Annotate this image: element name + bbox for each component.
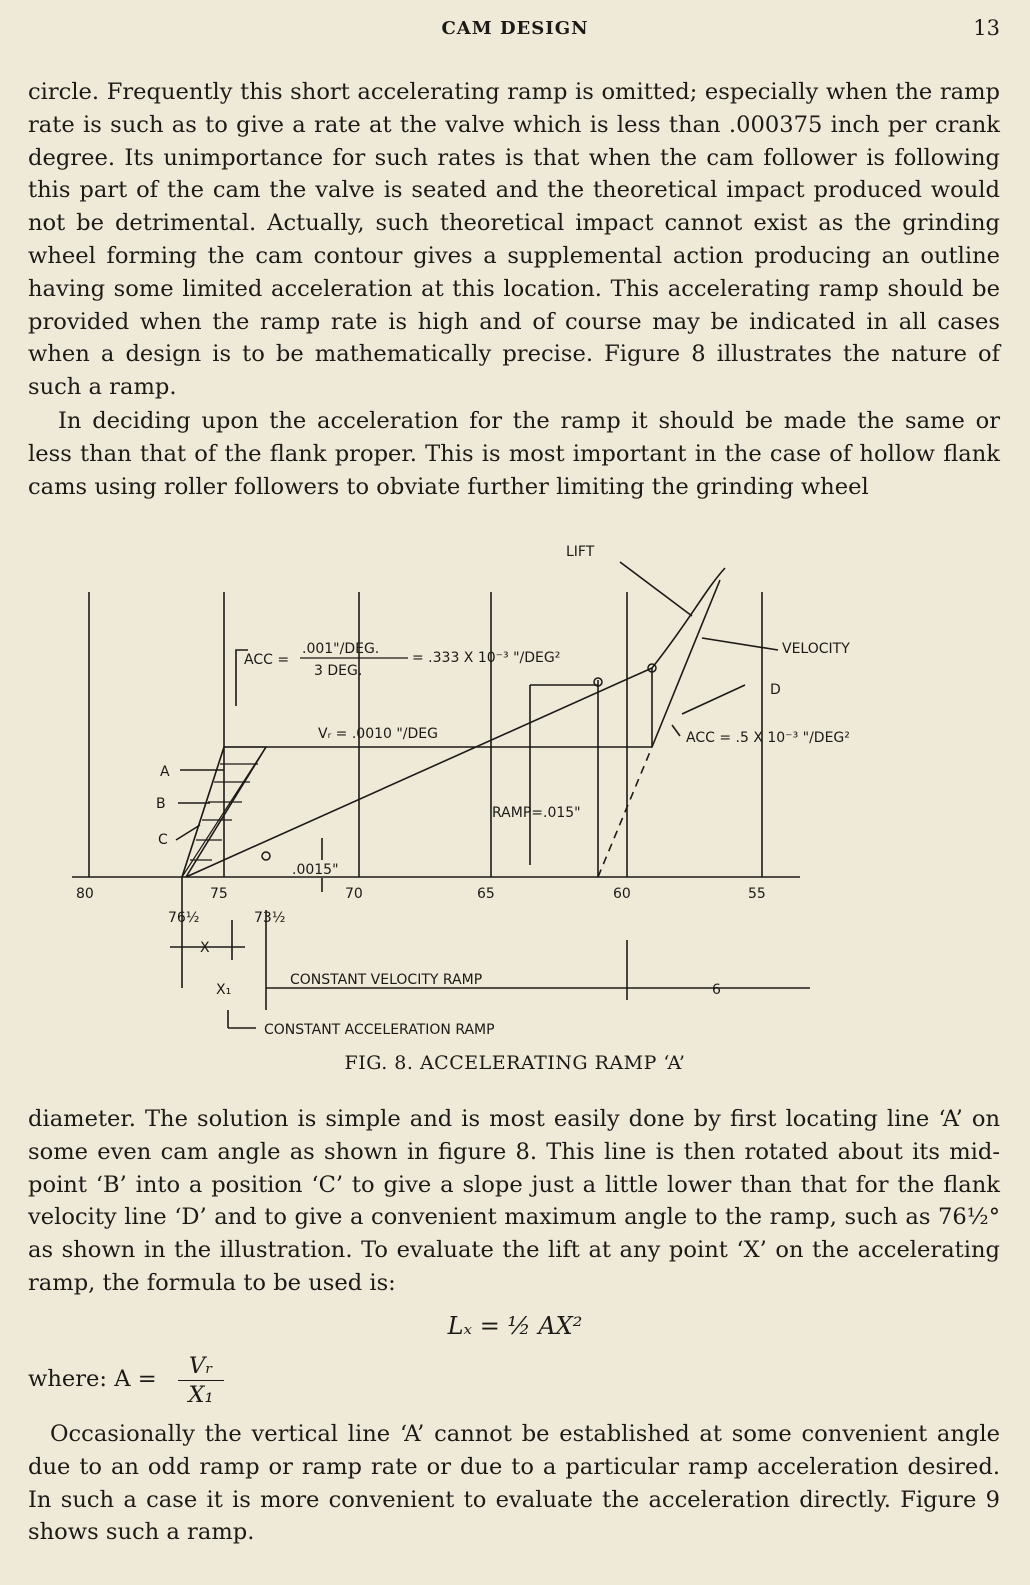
fraction-denominator: X₁ bbox=[188, 1382, 214, 1408]
label-vr: Vᵣ = .0010 "/DEG bbox=[318, 726, 438, 742]
label-acc-top-result: = .333 X 10⁻³ "/DEG² bbox=[412, 650, 561, 666]
label-six: 6 bbox=[712, 982, 721, 998]
velocity-line-d bbox=[186, 668, 652, 877]
d-leader bbox=[682, 685, 745, 714]
paragraph-1: circle. Frequently this short accelerating ramp is omitted; especially when the ramp rate is such as to give a rate at the valve which is less than .000375 inch per crank degree. Its unimportance for such rates is that when the cam follower is following this part of the cam the valve is seated and the theoretical impact produced would not be detrimental. Actually, such theoretical impact cannot exist as the grinding wheel forming the cam contour gives a supplemental action producing an outline having some limited acceleration at this location. This accelerating ramp should be provided when the ramp rate is high and of course may be indicated in all cases when a design is to be mathematically precise. Figure 8 illustrates the nature of such a ramp. bbox=[28, 79, 1000, 401]
label-acc-top-num: .001"/DEG. bbox=[302, 641, 380, 657]
label-acc-top: ACC = bbox=[244, 652, 290, 668]
tick-label-65: 65 bbox=[477, 886, 495, 902]
paragraph-3: diameter. The solution is simple and is most easily done by first locating line ‘A’ on some even cam angle as shown in figure 8. This line is then rotated about its mid-point ‘B’ into a position ‘C’ to give a slope just a little lower than that for the flank velocity line ‘D’ and to give a convenient maximum angle to the ramp, such as 76½° as shown in the illustration. To evaluate the lift at any point ‘X’ on the accelerating ramp, the formula to be used is: bbox=[28, 1106, 1000, 1296]
figure-caption: FIG. 8. ACCELERATING RAMP ‘A’ bbox=[344, 1052, 686, 1074]
label-ca-ramp: CONSTANT ACCELERATION RAMP bbox=[264, 1022, 495, 1038]
tick-label-55: 55 bbox=[748, 886, 766, 902]
page-header bbox=[0, 14, 1030, 44]
label-x1: X₁ bbox=[216, 982, 232, 998]
tick-label-80: 80 bbox=[76, 886, 94, 902]
tick-label-75: 75 bbox=[210, 886, 228, 902]
velocity-leader bbox=[702, 638, 778, 650]
fraction bbox=[178, 1352, 224, 1409]
page-number: 13 bbox=[973, 16, 1000, 40]
acc-right-leader bbox=[672, 725, 680, 736]
paragraph-4: Occasionally the vertical line ‘A’ cannot be established at some convenient angle due to an odd ramp or ramp rate or due to a particular ramp acceleration desired. In such a case it is more convenient to evaluate the acceleration directly. Figure 9 shows such a ramp. bbox=[28, 1421, 1000, 1546]
label-acc-right: ACC = .5 X 10⁻³ "/DEG² bbox=[686, 730, 850, 746]
figure-8-diagram bbox=[0, 520, 1030, 1060]
label-c: C bbox=[158, 832, 168, 848]
label-d: D bbox=[770, 682, 781, 698]
lift-formula: Lₓ = ½ AX² bbox=[447, 1312, 583, 1340]
label-acc-top-den: 3 DEG. bbox=[314, 663, 363, 679]
label-small-lift: .0015" bbox=[292, 862, 339, 878]
where-label: where: A = bbox=[28, 1366, 157, 1392]
running-head: CAM DESIGN bbox=[441, 18, 589, 39]
flank-line bbox=[652, 580, 720, 747]
label-velocity: VELOCITY bbox=[782, 641, 850, 657]
label-x: X bbox=[200, 940, 210, 956]
paragraph-2: In deciding upon the acceleration for the ramp it should be made the same or less than that of the flank proper. This is most important in the case of hollow flank cams using roller followers to obviate further limiting the grinding wheel bbox=[28, 408, 1000, 500]
angle-mark-73: 73½ bbox=[254, 910, 286, 926]
point-marker bbox=[262, 852, 270, 860]
tick-label-60: 60 bbox=[613, 886, 631, 902]
dashed-projection bbox=[598, 747, 652, 877]
label-b: B bbox=[156, 796, 166, 812]
fraction-numerator: Vᵣ bbox=[178, 1352, 224, 1381]
label-cv-ramp: CONSTANT VELOCITY RAMP bbox=[290, 972, 483, 988]
figure-8 bbox=[0, 520, 1030, 1080]
label-a: A bbox=[160, 764, 170, 780]
angle-mark-76: 76½ bbox=[168, 910, 200, 926]
label-ramp: RAMP=.015" bbox=[492, 805, 581, 821]
lift-curve bbox=[652, 568, 725, 668]
lift-leader bbox=[620, 562, 692, 616]
label-lift: LIFT bbox=[566, 544, 595, 560]
tick-label-70: 70 bbox=[345, 886, 363, 902]
